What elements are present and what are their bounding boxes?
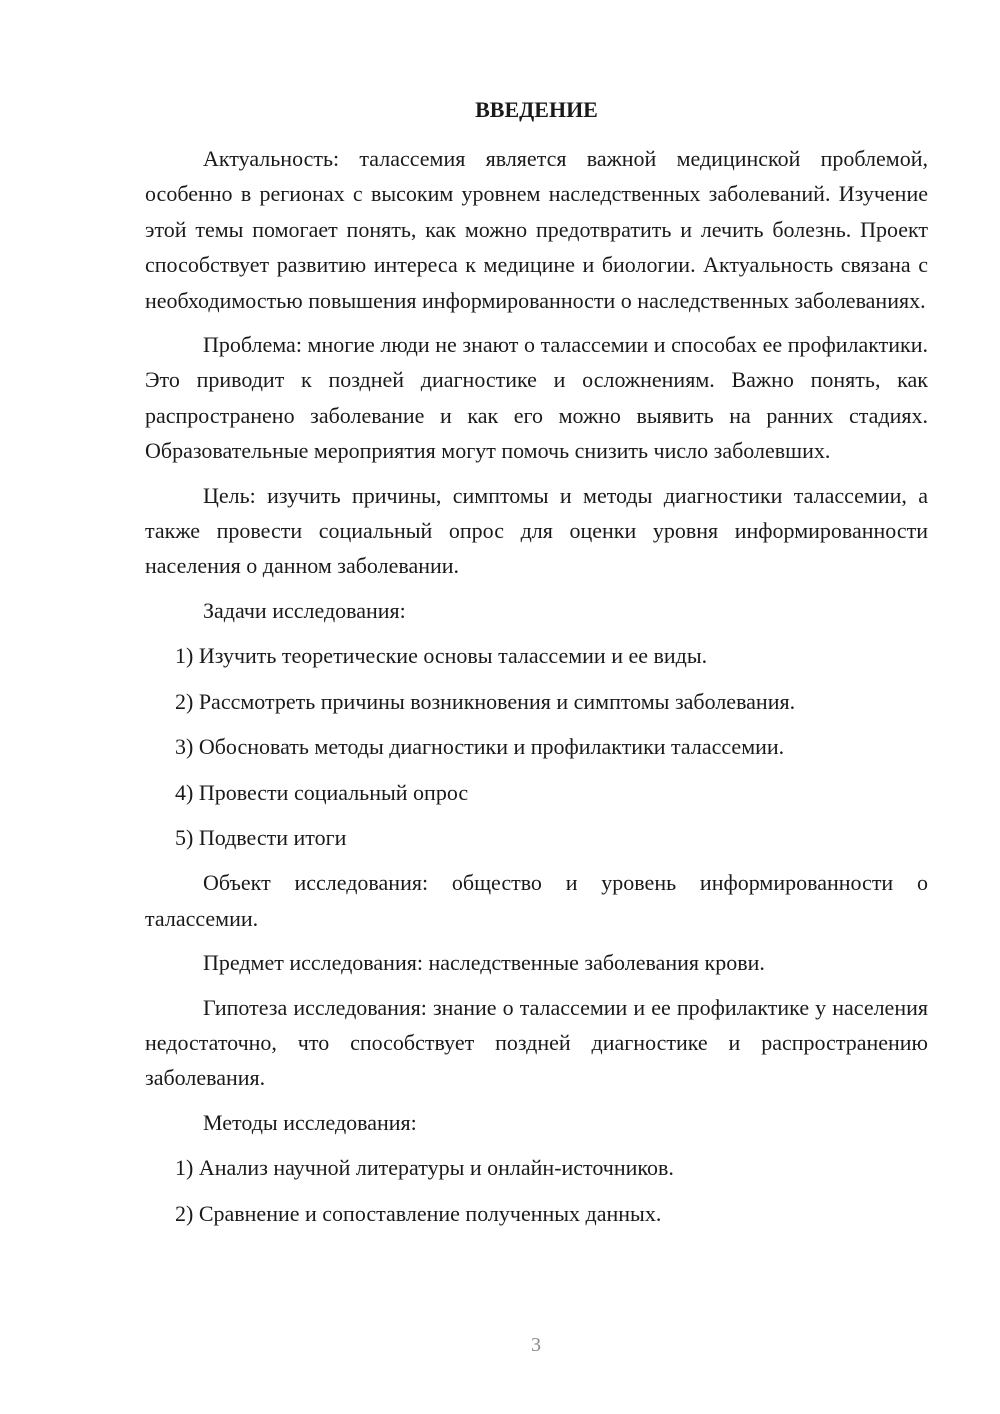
methods-list xyxy=(145,1150,928,1231)
section-heading: ВВЕДЕНИЕ xyxy=(475,97,598,122)
hypothesis-paragraph: Гипотеза исследования: знание о талассемии и ее профилактике у населения недостаточно, что способствует поздней диагностике и распространению заболевания. xyxy=(145,994,928,1091)
list-item: 2) Рассмотреть причины возникновения и симптомы заболевания. xyxy=(175,688,796,714)
list-item: 2) Сравнение и сопоставление полученных данных. xyxy=(175,1200,662,1226)
tasks-list xyxy=(145,638,928,855)
problem-paragraph: Проблема: многие люди не знают о талассемии и способах ее профилактики. Это приводит к поздней диагностике и осложнениям. Важно понять, как распространено заболевание и как его можно выявить на ранних стадиях. Образовательные мероприятия могут помочь снизить число заболевших. xyxy=(145,332,928,464)
document-page xyxy=(145,92,928,1241)
list-item: 4) Провести социальный опрос xyxy=(175,779,469,805)
goal-paragraph: Цель: изучить причины, симптомы и методы диагностики талассемии, а также провести социальный опрос для оценки уровня информированности населения о данном заболевании. xyxy=(145,482,928,579)
list-item: 3) Обосновать методы диагностики и профилактики талассемии. xyxy=(175,734,785,760)
list-item: 1) Анализ научной литературы и онлайн-источников. xyxy=(175,1155,674,1181)
tasks-heading: Задачи исследования: xyxy=(203,597,406,623)
relevance-paragraph: Актуальность: талассемия является важной медицинской проблемой, особенно в регионах с высоким уровнем наследственных заболеваний. Изучение этой темы помогает понять, как можно предотвратить и лечить болезнь. Проект способствует развитию интереса к медицине и биологии. Актуальность связана с необходимостью повышения информированности о наследственных заболеваниях. xyxy=(145,146,928,313)
object-paragraph: Объект исследования: общество и уровень информированности о талассемии. xyxy=(145,870,928,931)
page-number: 3 xyxy=(531,1334,541,1356)
methods-heading: Методы исследования: xyxy=(203,1109,417,1135)
list-item: 5) Подвести итоги xyxy=(175,824,347,850)
list-item: 1) Изучить теоретические основы талассемии и ее виды. xyxy=(175,643,708,669)
subject-paragraph: Предмет исследования: наследственные заболевания крови. xyxy=(203,950,765,976)
